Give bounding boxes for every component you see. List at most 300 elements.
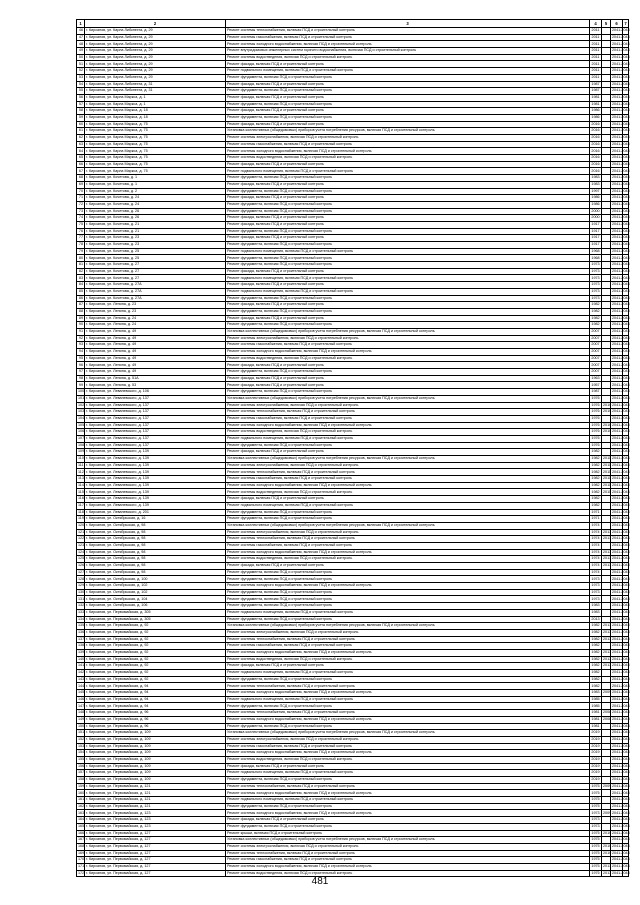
table-cell: 2041-2043 <box>611 121 623 128</box>
table-cell: 163 <box>77 810 85 817</box>
table-cell: 2041-2043 <box>611 649 623 656</box>
table-cell: 1982 <box>590 636 602 643</box>
header-cell: 4 <box>590 20 602 28</box>
table-cell: 2007 <box>590 335 602 342</box>
table-cell: г. Кирсанов, ул. Ленина, д. 49 <box>85 362 226 369</box>
table-row <box>77 536 629 543</box>
table-cell: 1974 <box>590 563 602 570</box>
table-cell: г. Кирсанов, ул. Ленина, д. 49 <box>85 349 226 356</box>
table-cell: г. Кирсанов, ул. Леваневского, д. 137 <box>85 442 226 449</box>
table-cell: 68 <box>77 175 85 182</box>
table-cell: 70 <box>77 188 85 195</box>
table-cell: г. Кирсанов, ул. Кочетова, д. 2 <box>85 188 226 195</box>
table-cell: 1963 <box>590 375 602 382</box>
table-cell: Ремонт фасада, включая ПСД и строительный контроль <box>226 362 590 369</box>
table-cell: Ремонт подвального помещения, включая ПСД и строительный контроль <box>226 696 590 703</box>
table-row <box>77 710 629 717</box>
table-cell: 1973 <box>590 583 602 590</box>
table-cell: 2041-2043 <box>611 710 623 717</box>
table-row <box>77 68 629 75</box>
table-cell: г. Кирсанов, ул. Карла Либкнехта, д. 29 <box>85 54 226 61</box>
table-cell <box>602 188 611 195</box>
table-cell: г. Кирсанов, ул. Ленина, д. 49 <box>85 355 226 362</box>
table-cell <box>602 208 611 215</box>
table-cell: 2010 <box>602 422 611 429</box>
table-cell: г. Кирсанов, ул. Ленина, д. 51А <box>85 375 226 382</box>
table-row <box>77 736 629 743</box>
table-cell: 2019 <box>590 777 602 784</box>
table-cell: 2041-2043 <box>611 810 623 817</box>
table-row <box>77 476 629 483</box>
table-row <box>77 141 629 148</box>
table-cell: 47 <box>77 34 85 41</box>
table-row <box>77 763 629 770</box>
table-cell <box>602 509 611 516</box>
table-row <box>77 201 629 208</box>
table-cell: 2041-2043 <box>611 797 623 804</box>
table-cell: г. Кирсанов, ул. Первомайская, д. 92 <box>85 676 226 683</box>
table-cell: 2041-2043 <box>611 569 623 576</box>
header-cell: 7 <box>624 21 627 26</box>
table-cell: г. Кирсанов, ул. Леваневского, д. 201 <box>85 509 226 516</box>
table-cell <box>602 168 611 175</box>
table-cell: Ремонт системы холодного водоснабжения, включая ПСД и строительный контроль <box>226 482 590 489</box>
table-cell: 1982 <box>590 456 602 463</box>
table-cell <box>602 88 611 95</box>
table-cell: 57 <box>77 101 85 108</box>
table-cell: 128 <box>77 576 85 583</box>
header-cell: 6 <box>611 20 623 28</box>
table-cell: Ремонт фундамента, включая ПСД и строительный контроль <box>226 723 590 730</box>
table-cell: 1968 <box>590 248 602 255</box>
table-cell: 2011 <box>590 61 602 68</box>
table-cell: 1973 <box>590 817 602 824</box>
table-cell: 2041-2043 <box>611 395 623 402</box>
table-cell: 2009 <box>602 810 611 817</box>
table-cell: 2041-2043 <box>611 716 623 723</box>
table-cell: 111 <box>77 462 85 469</box>
table-cell: 1971 <box>590 509 602 516</box>
table-cell: Ремонт подвального помещения, включая ПСД и строительный контроль <box>226 168 590 175</box>
table-cell: 134 <box>77 616 85 623</box>
table-cell: г. Кирсанов, ул. Первомайская, д. 121 <box>85 790 226 797</box>
table-cell: Ремонт системы газоснабжения, включая ПСД и строительный контроль <box>226 34 590 41</box>
table-cell: 86 <box>77 295 85 302</box>
table-cell: 2016 <box>590 148 602 155</box>
table-cell: 2041-2043 <box>611 108 623 115</box>
table-cell: 154 <box>77 750 85 757</box>
table-cell: 1983 <box>590 603 602 610</box>
table-cell: г. Кирсанов, ул. Ленина, д. 24 <box>85 322 226 329</box>
table-row <box>77 863 629 870</box>
table-cell: г. Кирсанов, ул. Первомайская, д. 92 <box>85 629 226 636</box>
table-row <box>77 696 629 703</box>
table-cell: 90 <box>77 322 85 329</box>
table-cell: 2041-2043 <box>611 783 623 790</box>
table-cell: Ремонт системы холодного водоснабжения, включая ПСД и строительный контроль <box>226 810 590 817</box>
table-cell: 2019 <box>590 743 602 750</box>
table-cell: Ремонт системы газоснабжения, включая ПСД и строительный контроль <box>226 476 590 483</box>
table-cell: 91 <box>77 328 85 335</box>
table-cell: Ремонт системы водоотведения, включая ПСД и строительный контроль <box>226 870 590 877</box>
table-cell: Ремонт фундамента, включая ПСД и строительный контроль <box>226 569 590 576</box>
table-row <box>77 148 629 155</box>
table-cell: г. Кирсанов, ул. Леваневского, д. 137 <box>85 422 226 429</box>
table-cell: Ремонт фундамента, включая ПСД и строительный контроль <box>226 228 590 235</box>
table-cell: 72 <box>77 201 85 208</box>
table-cell: 2016 <box>590 141 602 148</box>
table-cell: Ремонт фундамента, включая ПСД и строительный контроль <box>226 777 590 784</box>
table-cell: Ремонт фасада, включая ПСД и строительный контроль <box>226 817 590 824</box>
table-cell: 147 <box>77 703 85 710</box>
table-cell: г. Кирсанов, ул. Октябрьская, д. 100 <box>85 576 226 583</box>
table-cell: 1983 <box>590 690 602 697</box>
table-cell: г. Кирсанов, ул. Кочетова, д. 21 <box>85 221 226 228</box>
table-cell: 2011 <box>590 28 602 35</box>
table-cell: 108 <box>77 442 85 449</box>
table-row <box>77 34 629 41</box>
table-cell: г. Кирсанов, ул. Карла Маркса, д. 18 <box>85 114 226 121</box>
table-cell: 2041-2043 <box>611 690 623 697</box>
table-cell: 2041-2043 <box>611 556 623 563</box>
table-cell <box>602 268 611 275</box>
table-cell <box>602 569 611 576</box>
table-cell: Ремонт системы водоотведения, включая ПСД и строительный контроль <box>226 54 590 61</box>
table-cell: 2041-2043 <box>611 676 623 683</box>
table-cell <box>602 94 611 101</box>
table-cell: 1997 <box>590 188 602 195</box>
table-cell: г. Кирсанов, ул. Октябрьская, д. 102 <box>85 589 226 596</box>
table-cell: 2010 <box>602 850 611 857</box>
table-cell: 1982 <box>590 315 602 322</box>
table-cell: г. Кирсанов, ул. Первомайская, д. 109 <box>85 770 226 777</box>
table-cell: Ремонт системы холодного водоснабжения, включая ПСД и строительный контроль <box>226 148 590 155</box>
table-cell: 2041-2043 <box>611 422 623 429</box>
table-row <box>77 429 629 436</box>
table-cell: 74 <box>77 215 85 222</box>
table-cell: Ремонт фундамента, включая ПСД и строительный контроль <box>226 596 590 603</box>
table-cell: Ремонт системы водоотведения, включая ПСД и строительный контроль <box>226 429 590 436</box>
table-cell: 2011 <box>602 469 611 476</box>
table-cell: 2009 <box>602 690 611 697</box>
table-row <box>77 108 629 115</box>
table-cell: Ремонт подвального помещения, включая ПСД и строительный контроль <box>226 502 590 509</box>
table-cell: г. Кирсанов, ул. Леваневского, д. 106 <box>85 389 226 396</box>
table-cell: Ремонт системы холодного водоснабжения, включая ПСД и строительный контроль <box>226 863 590 870</box>
table-row <box>77 369 629 376</box>
table-cell: г. Кирсанов, ул. Карла Маркса, д. 75 <box>85 161 226 168</box>
table-cell: 117 <box>77 502 85 509</box>
table-cell: г. Кирсанов, ул. Октябрьская, д. 98 <box>85 563 226 570</box>
table-cell: г. Кирсанов, ул. Первомайская, д. 121 <box>85 803 226 810</box>
table-cell: г. Кирсанов, ул. Октябрьская, д. 98 <box>85 556 226 563</box>
table-cell <box>602 415 611 422</box>
table-cell: 1982 <box>590 482 602 489</box>
table-row <box>77 135 629 142</box>
table-cell: 2041-2043 <box>611 342 623 349</box>
table-cell: 2041-2043 <box>611 429 623 436</box>
table-cell: 104 <box>77 415 85 422</box>
table-cell: 1974 <box>590 529 602 536</box>
table-cell <box>602 235 611 242</box>
table-cell: 2041-2043 <box>611 790 623 797</box>
table-cell: 59 <box>77 114 85 121</box>
table-cell: 151 <box>77 730 85 737</box>
table-cell: 1975 <box>590 790 602 797</box>
table-cell: г. Кирсанов, ул. Леваневского, д. 137 <box>85 395 226 402</box>
table-cell: Ремонт системы холодного водоснабжения, включая ПСД и строительный контроль <box>226 349 590 356</box>
table-row <box>77 221 629 228</box>
table-cell: г. Кирсанов, ул. Кочетова, д. 23 <box>85 242 226 249</box>
table-cell: г. Кирсанов, ул. Первомайская, д. 121 <box>85 797 226 804</box>
table-cell: Ремонт фундамента, включая ПСД и строительный контроль <box>226 676 590 683</box>
table-cell <box>602 322 611 329</box>
table-cell: 1917 <box>590 235 602 242</box>
table-row <box>77 215 629 222</box>
table-cell: 2041-2043 <box>611 248 623 255</box>
table-row <box>77 542 629 549</box>
table-cell: 1981 <box>590 710 602 717</box>
table-cell <box>602 382 611 389</box>
table-cell: г. Кирсанов, ул. Первомайская, д. 96 <box>85 723 226 730</box>
table-cell: г. Кирсанов, ул. Карла Либкнехта, д. 29 <box>85 48 226 55</box>
table-cell: 2010 <box>602 830 611 837</box>
table-cell: 2013 <box>602 629 611 636</box>
table-cell: Ремонт системы электроснабжения, включая ПСД и строительный контроль <box>226 335 590 342</box>
table-cell: г. Кирсанов, ул. Кочетова, д. 25 <box>85 255 226 262</box>
table-cell: Ремонт системы теплоснабжения, включая ПСД и строительный контроль <box>226 710 590 717</box>
table-cell: г. Кирсанов, ул. Карла Маркса, д. 75 <box>85 141 226 148</box>
table-cell: Ремонт фундамента, включая ПСД и строительный контроль <box>226 262 590 269</box>
table-cell: 2041-2043 <box>611 542 623 549</box>
table-cell: 2041-2043 <box>611 516 623 523</box>
table-cell: 1982 <box>590 683 602 690</box>
table-cell: г. Кирсанов, ул. Первомайская, д. 121 <box>85 783 226 790</box>
table-row <box>77 94 629 101</box>
table-cell: г. Кирсанов, ул. Леваневского, д. 137 <box>85 409 226 416</box>
table-cell: 2019 <box>590 750 602 757</box>
table-cell: г. Кирсанов, ул. Октябрьская, д. 98 <box>85 522 226 529</box>
table-cell: 2011 <box>602 482 611 489</box>
table-cell: 121 <box>77 529 85 536</box>
table-cell: г. Кирсанов, ул. Леваневского, д. 137 <box>85 429 226 436</box>
table-cell: 2011 <box>602 489 611 496</box>
table-cell: 2041-2043 <box>611 629 623 636</box>
table-cell: г. Кирсанов, ул. Первомайская, д. 92 <box>85 649 226 656</box>
table-cell: 2016 <box>590 121 602 128</box>
table-cell: 1982 <box>590 629 602 636</box>
table-row <box>77 603 629 610</box>
table-cell: 2041-2043 <box>611 161 623 168</box>
table-cell: 170 <box>77 857 85 864</box>
table-cell: 1957 <box>590 382 602 389</box>
table-cell <box>602 141 611 148</box>
table-cell: Установка коллективных (общедомовых) приборов учета потребления ресурсов, включая ПСД и строительный контроль <box>226 623 590 630</box>
table-cell: Ремонт фасада, включая ПСД и строительный контроль <box>226 61 590 68</box>
table-cell: Ремонт системы электроснабжения, включая ПСД и строительный контроль <box>226 843 590 850</box>
table-cell <box>602 676 611 683</box>
table-cell <box>602 736 611 743</box>
table-cell: Ремонт системы водоотведения, включая ПСД и строительный контроль <box>226 355 590 362</box>
table-cell <box>602 817 611 824</box>
table-cell: Ремонт фундамента, включая ПСД и строительный контроль <box>226 603 590 610</box>
table-cell <box>602 542 611 549</box>
table-row <box>77 569 629 576</box>
table-cell: 1986 <box>590 201 602 208</box>
table-cell: 2041-2043 <box>611 596 623 603</box>
table-cell: 2041-2043 <box>611 736 623 743</box>
table-cell <box>602 763 611 770</box>
table-cell: 2041-2043 <box>611 355 623 362</box>
table-cell: Ремонт фундамента, включая ПСД и строительный контроль <box>226 576 590 583</box>
table-row <box>77 395 629 402</box>
table-cell <box>602 175 611 182</box>
table-cell: 1968 <box>590 255 602 262</box>
table-cell: 2041-2043 <box>611 763 623 770</box>
table-cell: 144 <box>77 683 85 690</box>
table-cell: 2011 <box>590 48 602 55</box>
table-cell: Ремонт фундамента, включая ПСД и строительный контроль <box>226 188 590 195</box>
table-row <box>77 181 629 188</box>
table-cell: г. Кирсанов, ул. Первомайская, д. 92 <box>85 623 226 630</box>
table-cell: 1973 <box>590 295 602 302</box>
table-cell: 156 <box>77 763 85 770</box>
table-row <box>77 670 629 677</box>
table-cell: 2013 <box>602 556 611 563</box>
table-cell: 2007 <box>590 369 602 376</box>
table-row <box>77 690 629 697</box>
table-cell: 69 <box>77 181 85 188</box>
table-cell: 103 <box>77 409 85 416</box>
table-cell: 146 <box>77 696 85 703</box>
table-cell <box>602 837 611 844</box>
table-cell: 92 <box>77 335 85 342</box>
table-cell: Ремонт фасада, включая ПСД и строительный контроль <box>226 94 590 101</box>
table-cell: 2041-2043 <box>611 415 623 422</box>
table-cell: Ремонт фасада, включая ПСД и строительный контроль <box>226 375 590 382</box>
table-cell: г. Кирсанов, ул. Первомайская, д. 96 <box>85 716 226 723</box>
capital-repair-table <box>76 19 629 877</box>
table-cell: 1973 <box>590 262 602 269</box>
table-cell: 1917 <box>590 242 602 249</box>
table-cell: 84 <box>77 282 85 289</box>
table-cell <box>602 61 611 68</box>
table-cell: 1985 <box>590 703 602 710</box>
table-cell: 2041-2043 <box>611 215 623 222</box>
table-cell: 2041-2043 <box>611 382 623 389</box>
table-cell: 1982 <box>590 649 602 656</box>
table-row <box>77 168 629 175</box>
table-cell <box>602 355 611 362</box>
table-cell: 2016 <box>590 155 602 162</box>
table-cell <box>602 315 611 322</box>
table-cell: 2041-2043 <box>611 94 623 101</box>
table-cell: 126 <box>77 563 85 570</box>
table-cell: Ремонт фасада, включая ПСД и строительный контроль <box>226 181 590 188</box>
table-cell: 1975 <box>590 857 602 864</box>
table-cell: Ремонт фасада, включая ПСД и строительный контроль <box>226 315 590 322</box>
table-cell <box>602 589 611 596</box>
table-cell: 2013 <box>602 536 611 543</box>
table-row <box>77 48 629 55</box>
table-cell: 2041-2043 <box>611 288 623 295</box>
table-cell: 2000 <box>590 215 602 222</box>
table-cell <box>602 703 611 710</box>
table-cell: 133 <box>77 609 85 616</box>
table-cell: г. Кирсанов, ул. Первомайская, д. 109 <box>85 756 226 763</box>
table-cell <box>602 68 611 75</box>
table-cell: 127 <box>77 569 85 576</box>
table-cell: 2041-2043 <box>611 101 623 108</box>
table-cell: г. Кирсанов, ул. Октябрьская, д. 16 <box>85 516 226 523</box>
table-cell: г. Кирсанов, ул. Первомайская, д. 109 <box>85 777 226 784</box>
table-cell: 120 <box>77 522 85 529</box>
table-cell: 102 <box>77 402 85 409</box>
table-cell: 1973 <box>590 589 602 596</box>
table-cell: 164 <box>77 817 85 824</box>
table-cell: 2013 <box>602 870 611 877</box>
table-cell: г. Кирсанов, ул. Первомайская, д. 127 <box>85 850 226 857</box>
table-row <box>77 850 629 857</box>
table-cell: 2041-2043 <box>611 723 623 730</box>
table-cell: 2041-2043 <box>611 750 623 757</box>
table-cell: 2016 <box>590 128 602 135</box>
table-row <box>77 482 629 489</box>
table-cell: г. Кирсанов, ул. Карла Маркса, д. 75 <box>85 128 226 135</box>
table-cell: г. Кирсанов, ул. Первомайская, д. 123 <box>85 823 226 830</box>
table-cell: Ремонт системы газоснабжения, включая ПСД и строительный контроль <box>226 542 590 549</box>
table-row <box>77 288 629 295</box>
table-cell: 2041-2043 <box>611 34 623 41</box>
table-cell: 2041-2043 <box>611 589 623 596</box>
table-cell: Ремонт фундамента, включая ПСД и строительный контроль <box>226 322 590 329</box>
table-cell: 2041-2043 <box>611 837 623 844</box>
table-cell: Ремонт крыши, включая ПСД и строительный контроль <box>226 830 590 837</box>
table-row <box>77 649 629 656</box>
table-cell <box>602 181 611 188</box>
table-cell: 143 <box>77 676 85 683</box>
table-cell: г. Кирсанов, ул. Карла Маркса, д. 75 <box>85 168 226 175</box>
table-cell: 95 <box>77 355 85 362</box>
table-cell: 2041-2043 <box>611 235 623 242</box>
table-cell: 138 <box>77 643 85 650</box>
table-cell: 2019 <box>590 730 602 737</box>
table-cell <box>602 54 611 61</box>
table-cell: г. Кирсанов, ул. Кочетова, д. 25 <box>85 248 226 255</box>
table-cell <box>602 777 611 784</box>
table-row <box>77 328 629 335</box>
table-cell: 55 <box>77 88 85 95</box>
table-cell: 2010 <box>602 429 611 436</box>
table-cell: 2011 <box>590 68 602 75</box>
table-cell: Ремонт фасада, включая ПСД и строительный контроль <box>226 563 590 570</box>
table-row <box>77 462 629 469</box>
table-cell <box>602 302 611 309</box>
table-cell: Ремонт системы газоснабжения, включая ПСД и строительный контроль <box>226 415 590 422</box>
table-cell: 2041-2043 <box>611 670 623 677</box>
table-cell: г. Кирсанов, ул. Леваневского, д. 139 <box>85 469 226 476</box>
table-cell: г. Кирсанов, ул. Первомайская, д. 123 <box>85 810 226 817</box>
table-cell: 1975 <box>590 870 602 877</box>
table-row <box>77 101 629 108</box>
table-cell: 2007 <box>590 355 602 362</box>
table-cell: 2008 <box>602 716 611 723</box>
table-cell <box>602 215 611 222</box>
table-row <box>77 335 629 342</box>
table-row <box>77 790 629 797</box>
table-row <box>77 770 629 777</box>
table-cell: 167 <box>77 837 85 844</box>
